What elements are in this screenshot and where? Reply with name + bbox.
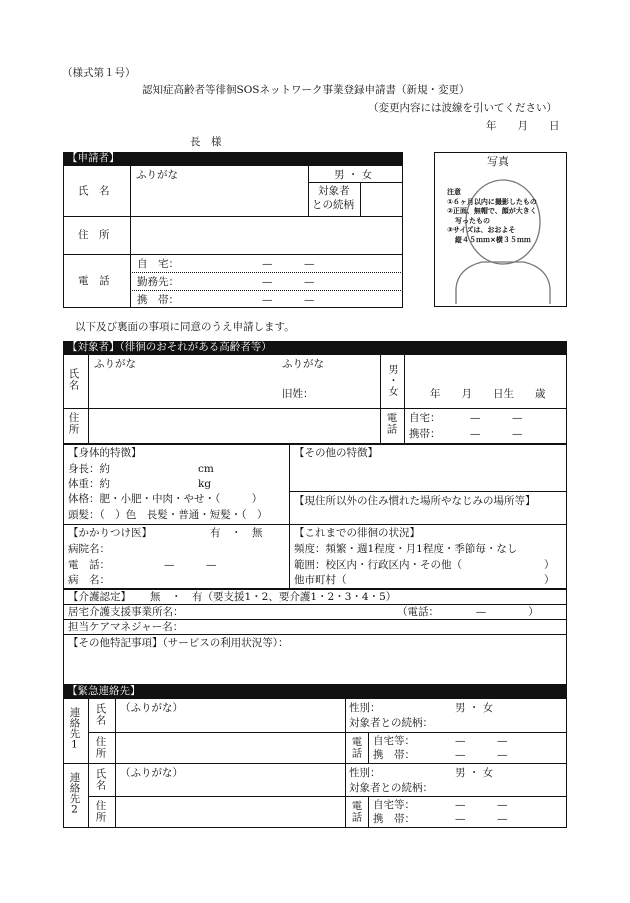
- other-city-label: 他市町村（: [294, 574, 347, 586]
- doctor-phone-label: 電 話：: [68, 559, 110, 571]
- applicant-address-label: 住 所: [78, 229, 110, 241]
- care-manager-label: 担当ケアマネジャー名：: [68, 621, 184, 633]
- contact-2-home-input[interactable]: — —: [455, 799, 508, 811]
- illness-label: 病 名：: [68, 574, 110, 586]
- contact-1-relation-input[interactable]: [445, 716, 563, 731]
- contact-1-home-input[interactable]: — —: [455, 735, 508, 747]
- change-note: （変更内容には波線を引いてください）: [368, 102, 557, 114]
- other-city-input[interactable]: [352, 572, 542, 586]
- care-level-select[interactable]: 無 ・ 有（要支援1・2、要介護1・2・3・4・5）: [150, 591, 397, 603]
- applicant-phone-label: 電 話: [78, 275, 110, 287]
- contact-1-address-label: 住所: [94, 736, 107, 759]
- illness-input[interactable]: [112, 572, 287, 586]
- contact-2-home-label: 自宅等：: [373, 799, 415, 811]
- applicant-work-label: 勤務先：: [137, 276, 179, 288]
- hospital-label: 病院名：: [68, 543, 110, 555]
- emergency-section-header: 【緊急連絡先】: [63, 685, 567, 698]
- subject-home-input[interactable]: — —: [470, 412, 523, 424]
- other-city-close-paren: ）: [544, 574, 555, 586]
- care-section-header: 【介護認定】: [68, 591, 131, 603]
- contact-2-mobile-label: 携 帯：: [373, 813, 415, 825]
- contact-1-furigana-label: （ふりがな）: [120, 702, 183, 714]
- subject-home-label: 自宅：: [409, 412, 441, 424]
- subject-name-input[interactable]: [90, 372, 378, 406]
- applicant-relation-label-2: との続柄: [312, 199, 354, 211]
- applicant-name-label: 氏 名: [78, 185, 110, 197]
- build-select[interactable]: 体格：肥・小肥・中肉・やせ・（ ）: [68, 493, 263, 505]
- contact-1-name-input[interactable]: [117, 716, 343, 731]
- care-manager-input[interactable]: [195, 620, 563, 633]
- subject-section-header: 【対象者】（徘徊のおそれがある高齢者等）: [63, 341, 567, 354]
- weight-input[interactable]: [118, 476, 193, 490]
- contact-2-address-label: 住所: [94, 800, 107, 823]
- contact-1-name-label: 氏名: [94, 703, 107, 726]
- applicant-furigana-label: ふりがな: [136, 169, 178, 181]
- form-number: （様式第１号）: [62, 67, 136, 79]
- contact-1-phone-label: 電話: [350, 736, 363, 759]
- contact-2-gender-label: 性別：: [349, 767, 381, 779]
- contact-2-gender-select[interactable]: 男 ・ 女: [455, 767, 494, 779]
- height-unit: cm: [198, 463, 214, 475]
- other-features-section-header: 【その他の特徴】: [294, 447, 378, 459]
- subject-address-input[interactable]: [90, 410, 378, 442]
- date-field[interactable]: 年 月 日: [486, 120, 560, 132]
- applicant-gender-select[interactable]: 男 ・ 女: [334, 169, 373, 181]
- contact-1-mobile-input[interactable]: — —: [455, 749, 508, 761]
- care-office-label: 居宅介護支援事業所名：: [68, 606, 184, 618]
- applicant-home-input[interactable]: — —: [262, 258, 315, 270]
- applicant-mobile-input[interactable]: — —: [262, 294, 315, 306]
- hair-select[interactable]: 頭髪：（ ）色 長髪・普通・短髪・（ ）: [68, 509, 268, 521]
- contact-2-label: 連絡先2: [68, 772, 81, 816]
- contact-1-relation-label: 対象者との続柄：: [349, 717, 433, 729]
- frequency-select[interactable]: 頻度：頻繁・週1程度・月1程度・季節毎・なし: [294, 543, 518, 555]
- contact-2-relation-input[interactable]: [445, 781, 563, 795]
- applicant-work-input[interactable]: — —: [262, 276, 315, 288]
- contact-2-name-input[interactable]: [117, 781, 343, 795]
- photo-title: 写真: [487, 155, 509, 168]
- hospital-input[interactable]: [112, 541, 287, 555]
- places-input[interactable]: [291, 508, 565, 523]
- range-select[interactable]: 範囲：校区内・行政区内・その他（: [294, 559, 462, 571]
- subject-phone-label: 電話: [385, 412, 398, 435]
- contact-2-mobile-input[interactable]: — —: [455, 813, 508, 825]
- applicant-relation-input[interactable]: [362, 184, 402, 214]
- subject-name-label: 氏名: [67, 368, 80, 391]
- consent-text: 以下及び裏面の事項に同意のうえ申請します。: [75, 321, 295, 333]
- contact-1-address-input[interactable]: [117, 734, 343, 762]
- subject-mobile-input[interactable]: — —: [470, 428, 523, 440]
- subject-former-name-label: 旧姓：: [282, 388, 314, 400]
- weight-label: 体重：約: [68, 478, 110, 490]
- contact-2-address-input[interactable]: [117, 798, 343, 827]
- weight-unit: kg: [198, 478, 212, 490]
- applicant-relation-label-1: 対象者: [318, 185, 350, 197]
- contact-1-mobile-label: 携 帯：: [373, 749, 415, 761]
- form-title: 認知症高齢者等徘徊SOSネットワーク事業登録申請書（新規・変更）: [142, 84, 470, 96]
- contact-2-relation-label: 対象者との続柄：: [349, 782, 433, 794]
- other-features-input[interactable]: [291, 461, 565, 489]
- subject-mobile-label: 携帯：: [409, 428, 441, 440]
- range-close-paren: ）: [544, 559, 555, 571]
- care-office-phone-input[interactable]: （電話： — ）: [397, 606, 539, 618]
- contact-2-furigana-label: （ふりがな）: [120, 767, 183, 779]
- history-section-header: 【これまでの徘徊の状況】: [294, 527, 420, 539]
- photo-instructions: 注意 ①６ヶ月以内に撮影したもの ②正面、無帽で、顔が大きく 写ったもの ③サイズは、おおよそ 縦４５ｍｍ×横３５ｍｍ: [447, 188, 537, 244]
- doctor-yesno-select[interactable]: 有 ・ 無: [210, 527, 263, 539]
- height-input[interactable]: [118, 461, 193, 475]
- subject-furigana-label: ふりがな: [94, 358, 136, 370]
- subject-former-furigana-label: ふりがな: [282, 358, 324, 370]
- applicant-name-input[interactable]: [132, 184, 306, 214]
- physical-section-header: 【身体的特徴】: [68, 447, 142, 459]
- contact-1-label: 連絡先1: [68, 707, 81, 751]
- doctor-section-header: 【かかりつけ医】: [68, 527, 152, 539]
- applicant-section-header: 【申請者】: [63, 152, 403, 165]
- contact-1-home-label: 自宅等：: [373, 735, 415, 747]
- applicant-address-input[interactable]: [132, 218, 402, 253]
- subject-address-label: 住所: [67, 412, 80, 435]
- applicant-home-label: 自 宅：: [137, 258, 179, 270]
- care-office-input[interactable]: [195, 605, 390, 618]
- height-label: 身長：約: [68, 463, 110, 475]
- places-section-header: 【現住所以外の住み慣れた場所やなじみの場所等】: [294, 495, 536, 507]
- addressee: 長 様: [190, 136, 222, 148]
- applicant-mobile-label: 携 帯：: [137, 294, 179, 306]
- special-notes-label: 【その他特記事項】（サービスの利用状況等）：: [68, 637, 289, 649]
- contact-2-name-label: 氏名: [94, 768, 107, 791]
- contact-2-phone-label: 電話: [350, 800, 363, 823]
- subject-birthdate-input[interactable]: 年 月 日生 歳: [430, 388, 546, 400]
- special-notes-input[interactable]: [65, 652, 565, 683]
- subject-gender-select[interactable]: 男・女: [386, 364, 397, 397]
- contact-1-gender-select[interactable]: 男 ・ 女: [455, 702, 494, 714]
- contact-1-gender-label: 性別：: [349, 702, 381, 714]
- doctor-phone-input[interactable]: — —: [164, 559, 217, 571]
